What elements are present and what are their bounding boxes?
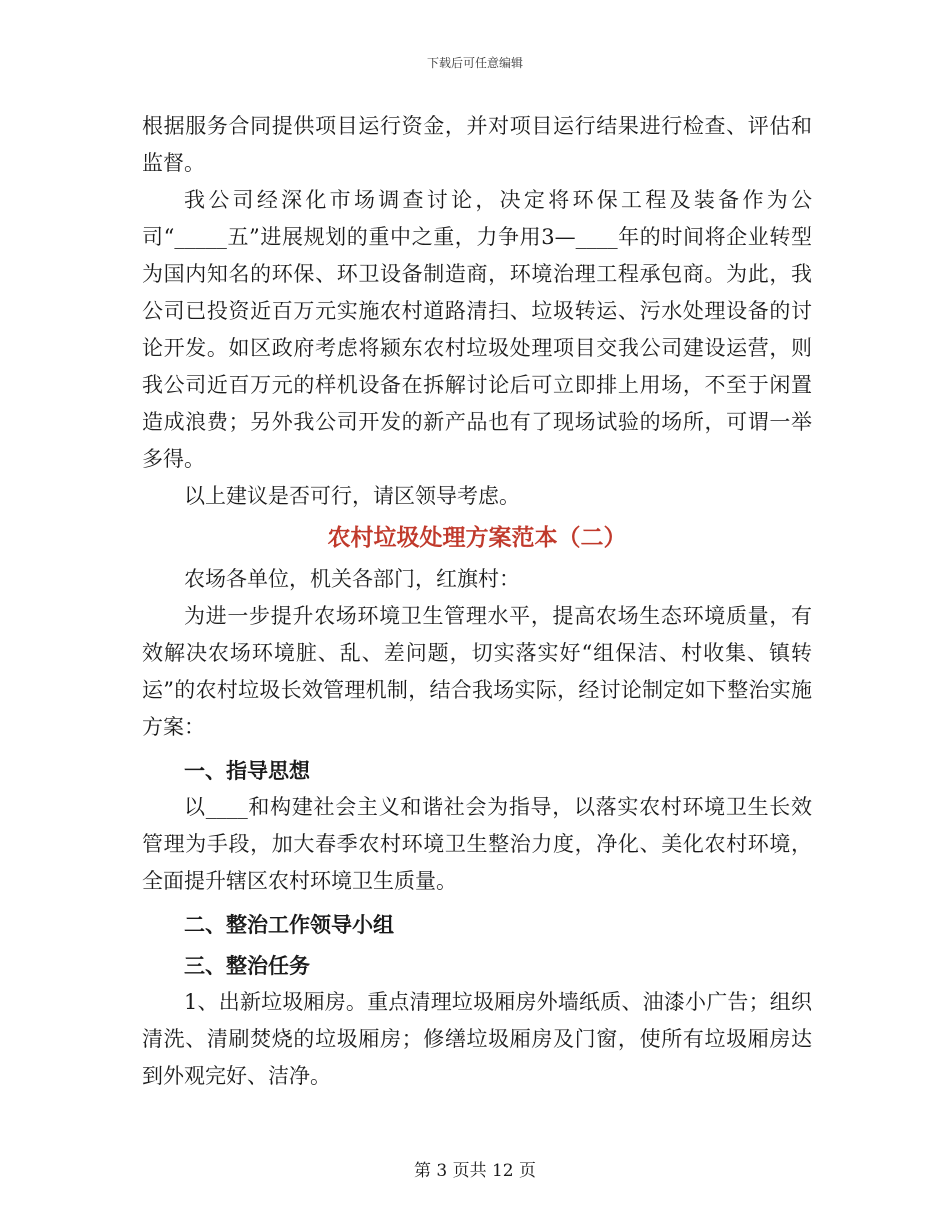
salutation: 农场各单位，机关各部门，红旗村： — [184, 567, 520, 591]
heading-leadership-group: 二、整治工作领导小组 — [184, 912, 394, 937]
paragraph-purpose: 为进一步提升农场环境卫生管理水平，提高农场生态环境质量，有效解决农场环境脏、乱、差问题，切实落实好“组保洁、村收集、镇转运”的农村垃圾长效管理机制，结合我场实际，经讨论制定如下整治实施方案： — [142, 604, 812, 739]
paragraph-funding: 根据服务合同提供项目运行资金，并对项目运行结果进行检查、评估和监督。 — [142, 114, 812, 175]
page-number-footer: 第 3 页共 12 页 — [413, 1161, 537, 1181]
section-title: 农村垃圾处理方案范本（二） — [327, 524, 627, 551]
paragraph-closing-request: 以上建议是否可行，请区领导考虑。 — [184, 484, 520, 508]
page-header-note: 下载后可任意编辑 — [426, 56, 523, 70]
heading-guiding-ideology: 一、指导思想 — [184, 758, 310, 783]
paragraph-task-1: 1、出新垃圾厢房。重点清理垃圾厢房外墙纸质、油漆小广告；组织清洗、清刷焚烧的垃圾厢房；修缮垃圾厢房及门窗，使所有垃圾厢房达到外观完好、洁净。 — [142, 990, 812, 1088]
heading-tasks: 三、整治任务 — [184, 953, 310, 978]
paragraph-guiding-ideology: 以____和构建社会主义和谐社会为指导，以落实农村环境卫生长效管理为手段，加大春季农村环境卫生整治力度，净化、美化农村环境，全面提升辖区农村环境卫生质量。 — [142, 795, 812, 893]
paragraph-company-plan: 我公司经深化市场调查讨论，决定将环保工程及装备作为公司“_____五”进展规划的重中之重，力争用3—____年的时间将企业转型为国内知名的环保、环卫设备制造商，环境治理工程承包商。为此，我公司已投资近百万元实施农村道路清扫、垃圾转运、污水处理设备的讨论开发。如区政府考虑将颍东农村垃圾处理项目交我公司建设运营，则我公司近百万元的样机设备在拆解讨论后可立即排上用场，不至于闲置造成浪费；另外我公司开发的新产品也有了现场试验的场所，可谓一举多得。 — [142, 188, 812, 471]
document-body — [142, 108, 812, 1095]
